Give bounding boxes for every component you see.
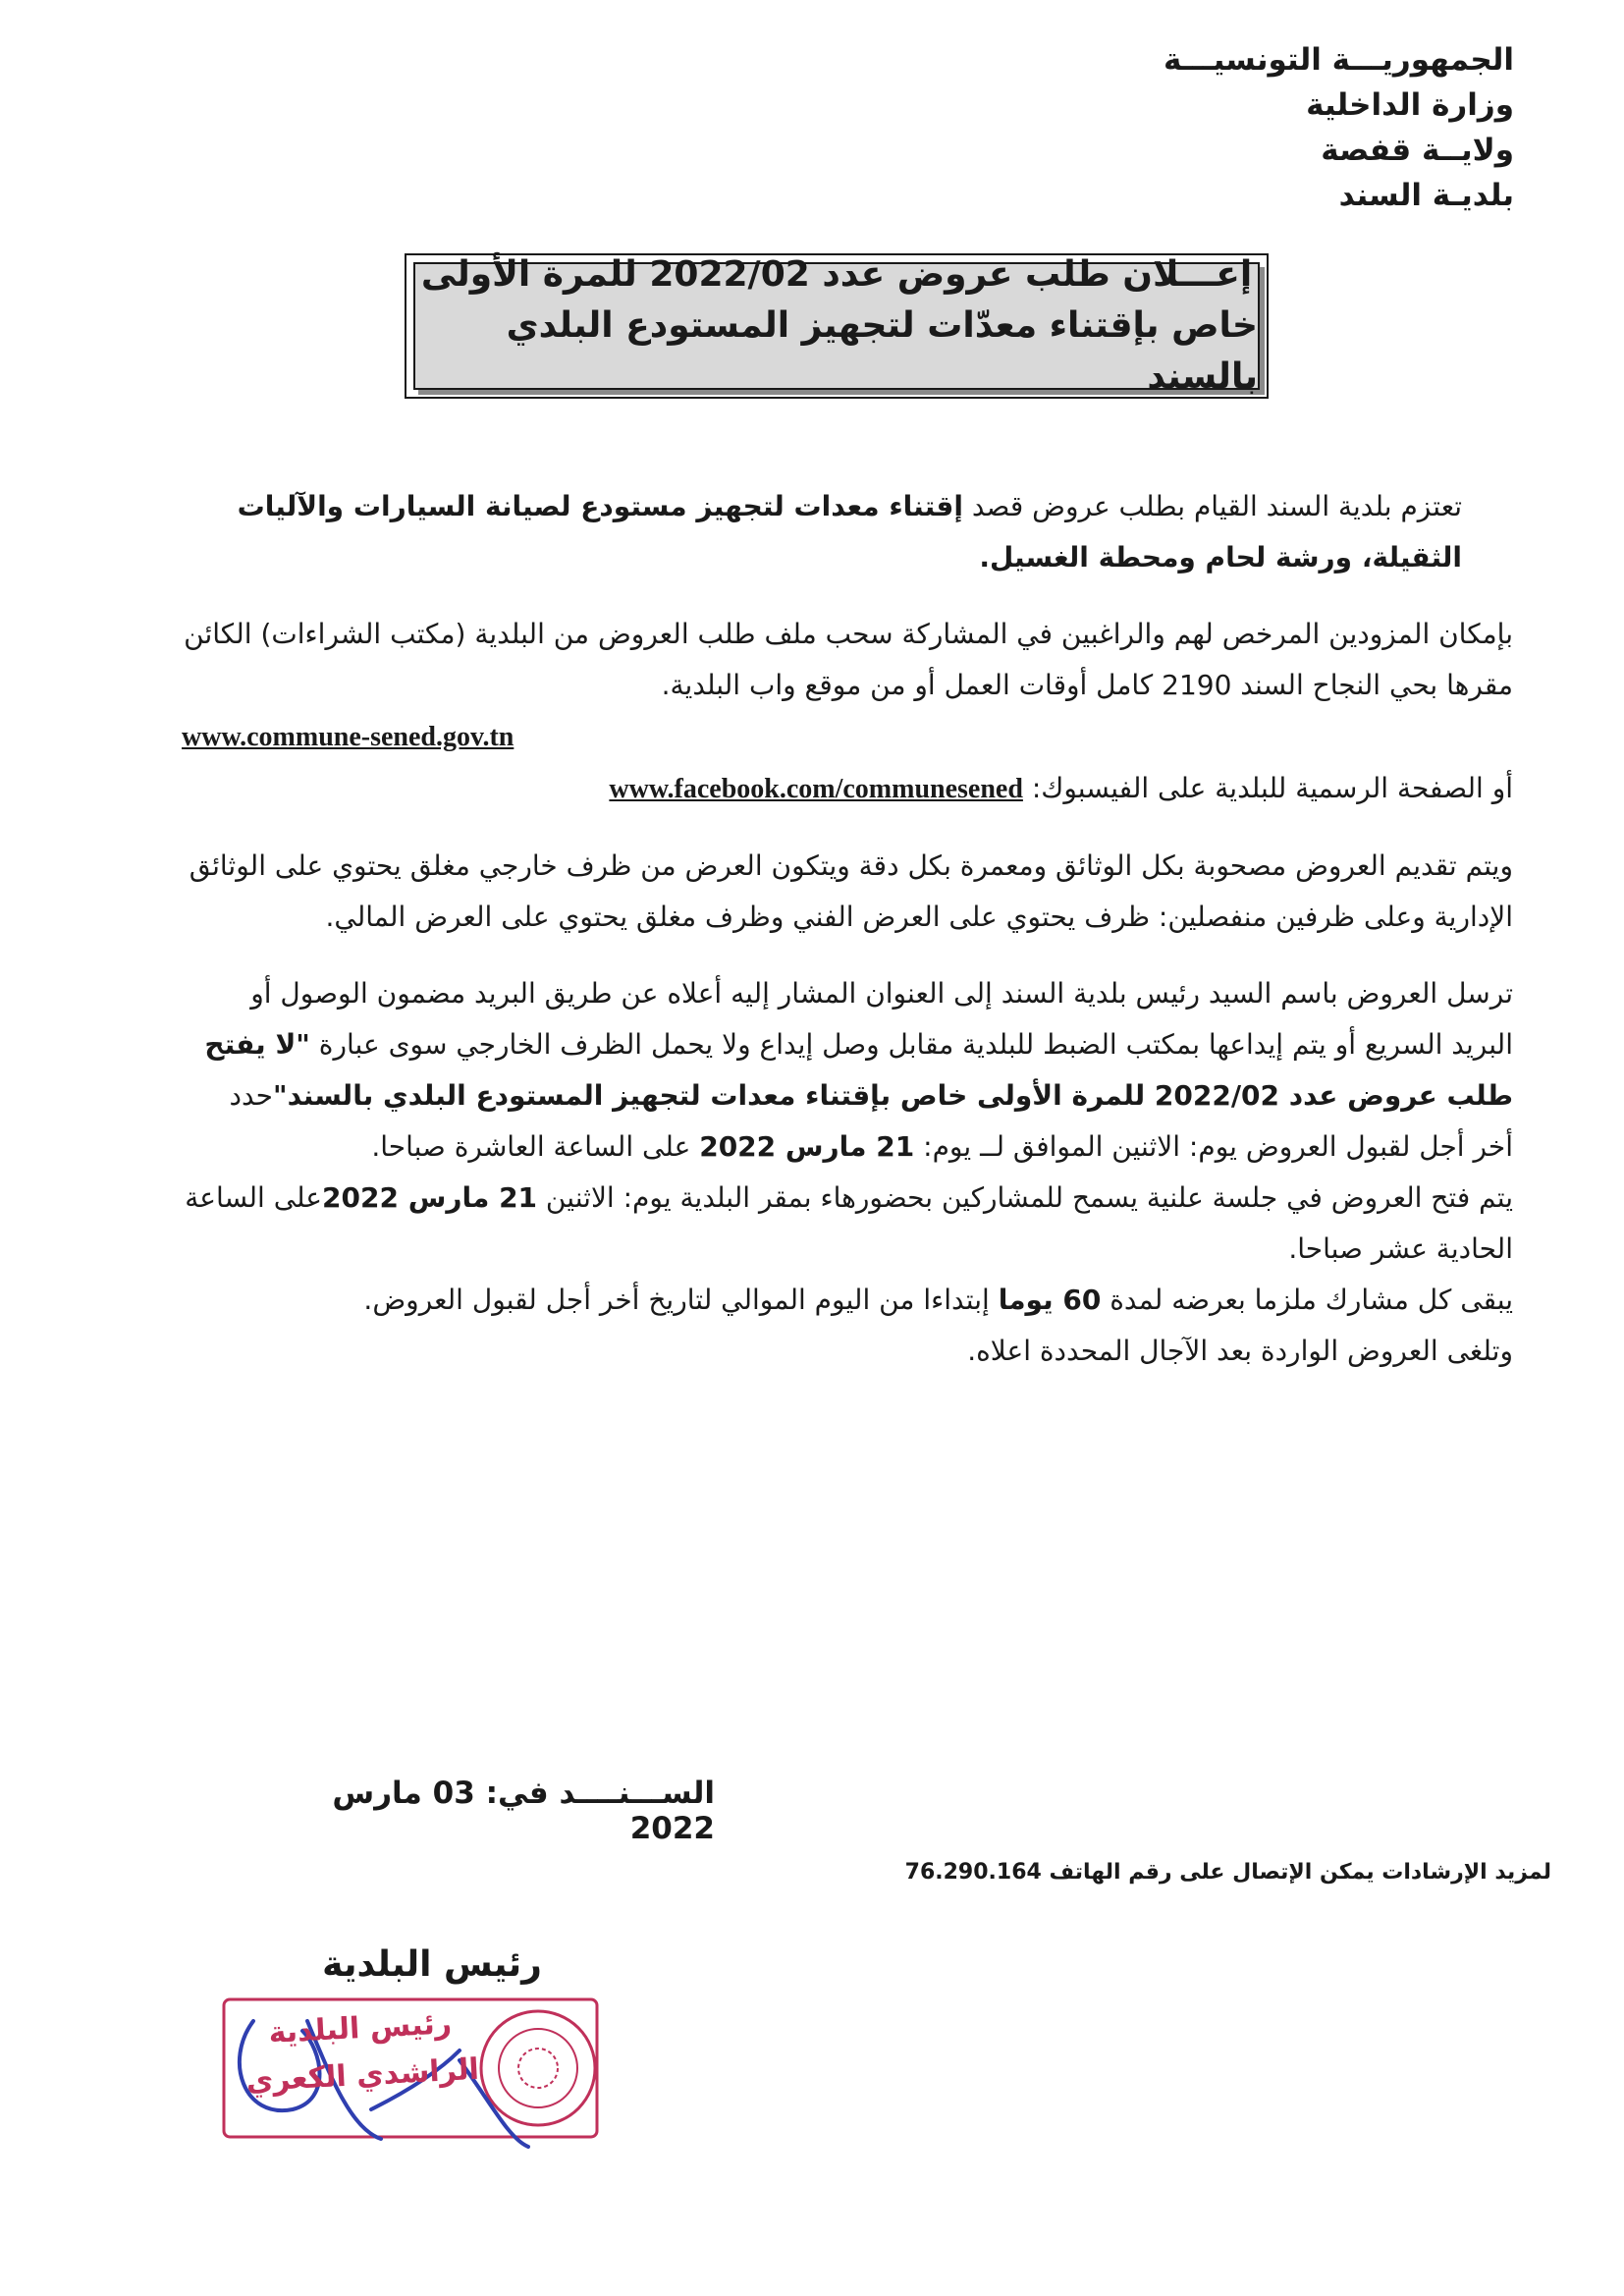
stamp-text: [232, 1998, 492, 2105]
facebook-label: أو الصفحة الرسمية للبلدية على الفيسبوك:: [1022, 772, 1513, 804]
facebook-line: [182, 763, 1513, 815]
opening-time: على الساعة الحادية عشر صباحا.: [185, 1181, 1513, 1265]
opening-date: 21 مارس 2022: [322, 1181, 538, 1214]
paragraph-file-withdrawal: بإمكان المزودين المرخص لهم والراغبين في المشاركة سحب ملف طلب العروض من البلدية (مكتب الشراءات) الكائن مقرها بحي النجاح السند 2190 كامل أوقات العمل أو من موقع واب البلدية.: [184, 618, 1513, 701]
purpose-bold-text: إقتناء معدات لتجهيز مستودع لصيانة السيارات والآليات الثقيلة، ورشة لحام ومحطة الغسيل.: [237, 490, 1462, 574]
issue-date: الســـنــــد في: 03 مارس 2022: [332, 1776, 715, 1846]
paragraph-purpose: [182, 481, 1513, 583]
seal-emblem-icon: [518, 2049, 558, 2088]
website-link[interactable]: www.commune-sened.gov.tn: [182, 722, 514, 752]
website-line: [182, 711, 1513, 763]
facebook-link[interactable]: www.facebook.com/communesened: [609, 774, 1023, 804]
contact-phone: لمزيد الإرشادات يمكن الإتصال على رقم الهاتف 76.290.164: [904, 1860, 1551, 1885]
official-stamp: [214, 1992, 607, 2149]
letterhead: [925, 37, 1514, 218]
letterhead-municipality: بلديـة السند: [1338, 178, 1514, 213]
title-line-1: إعـــلان طلب عروض عدد 2022/02 للمرة الأولى: [420, 254, 1253, 295]
letterhead-governorate: ولايــة قفصة: [1321, 133, 1514, 168]
title-line-2: خاص بإقتناء معدّات لتجهيز المستودع البلدي بالسند: [506, 305, 1258, 397]
title-box: [405, 253, 1269, 399]
paragraph-validity: [182, 1275, 1513, 1326]
letterhead-ministry: وزارة الداخلية: [1306, 87, 1514, 123]
signer-title: رئيس البلدية: [322, 1944, 542, 1985]
stamp-name: الراشدي الكعري: [244, 2051, 480, 2100]
paragraph-opening: [182, 1173, 1513, 1275]
deadline-date: 21 مارس 2022: [699, 1130, 915, 1163]
deadline-text: حدد أخر أجل لقبول العروض يوم: الاثنين الموافق لــ يوم:: [229, 1079, 1513, 1163]
purpose-text: تعتزم بلدية السند القيام بطلب عروض قصد: [962, 490, 1462, 522]
stamp-title: رئيس البلدية: [267, 2006, 453, 2050]
paragraph-submission: ويتم تقديم العروض مصحوبة بكل الوثائق ومعمرة بكل دقة ويتكون العرض من ظرف خارجي مغلق يحتوي على الوثائق الإدارية وعلى ظرفين منفصلين: ظرف يحتوي على العرض الفني وظرف مغلق يحتوي على العرض المالي.: [189, 849, 1513, 933]
announcement-body: [182, 481, 1513, 1377]
sending-text: ترسل العروض باسم السيد رئيس بلدية السند إلى العنوان المشار إليه أعلاه عن طريق البريد مضمون الوصول أو البريد السريع أو يتم إيداعها بمكتب الضبط للبلدية مقابل وصل إيداع ولا يحمل الظرف الخارجي سوى عبارة: [250, 977, 1513, 1061]
paragraph-sending: [182, 968, 1513, 1173]
deadline-time: على الساعة العاشرة صباحا.: [371, 1130, 700, 1163]
envelope-phrase: "لا يفتح طلب عروض عدد 2022/02 للمرة الأولى خاص بإقتناء معدات لتجهيز المستودع البلدي بالسند": [204, 1028, 1513, 1112]
validity-text: يبقى كل مشارك ملزما بعرضه لمدة: [1101, 1284, 1513, 1316]
seal-inner-ring: [499, 2029, 577, 2107]
paragraph-cancellation: وتلغى العروض الواردة بعد الآجال المحددة اعلاه.: [967, 1335, 1513, 1367]
title-panel: [413, 254, 1260, 397]
opening-text: يتم فتح العروض في جلسة علنية يسمح للمشاركين بحضورهاء بمقر البلدية يوم: الاثنين: [537, 1181, 1513, 1214]
letterhead-country: الجمهوريـــة التونسيـــة: [1164, 42, 1514, 78]
validity-days: 60 يوما: [998, 1284, 1102, 1316]
validity-end-text: إبتداءا من اليوم الموالي لتاريخ أخر أجل لقبول العروض.: [363, 1284, 999, 1316]
